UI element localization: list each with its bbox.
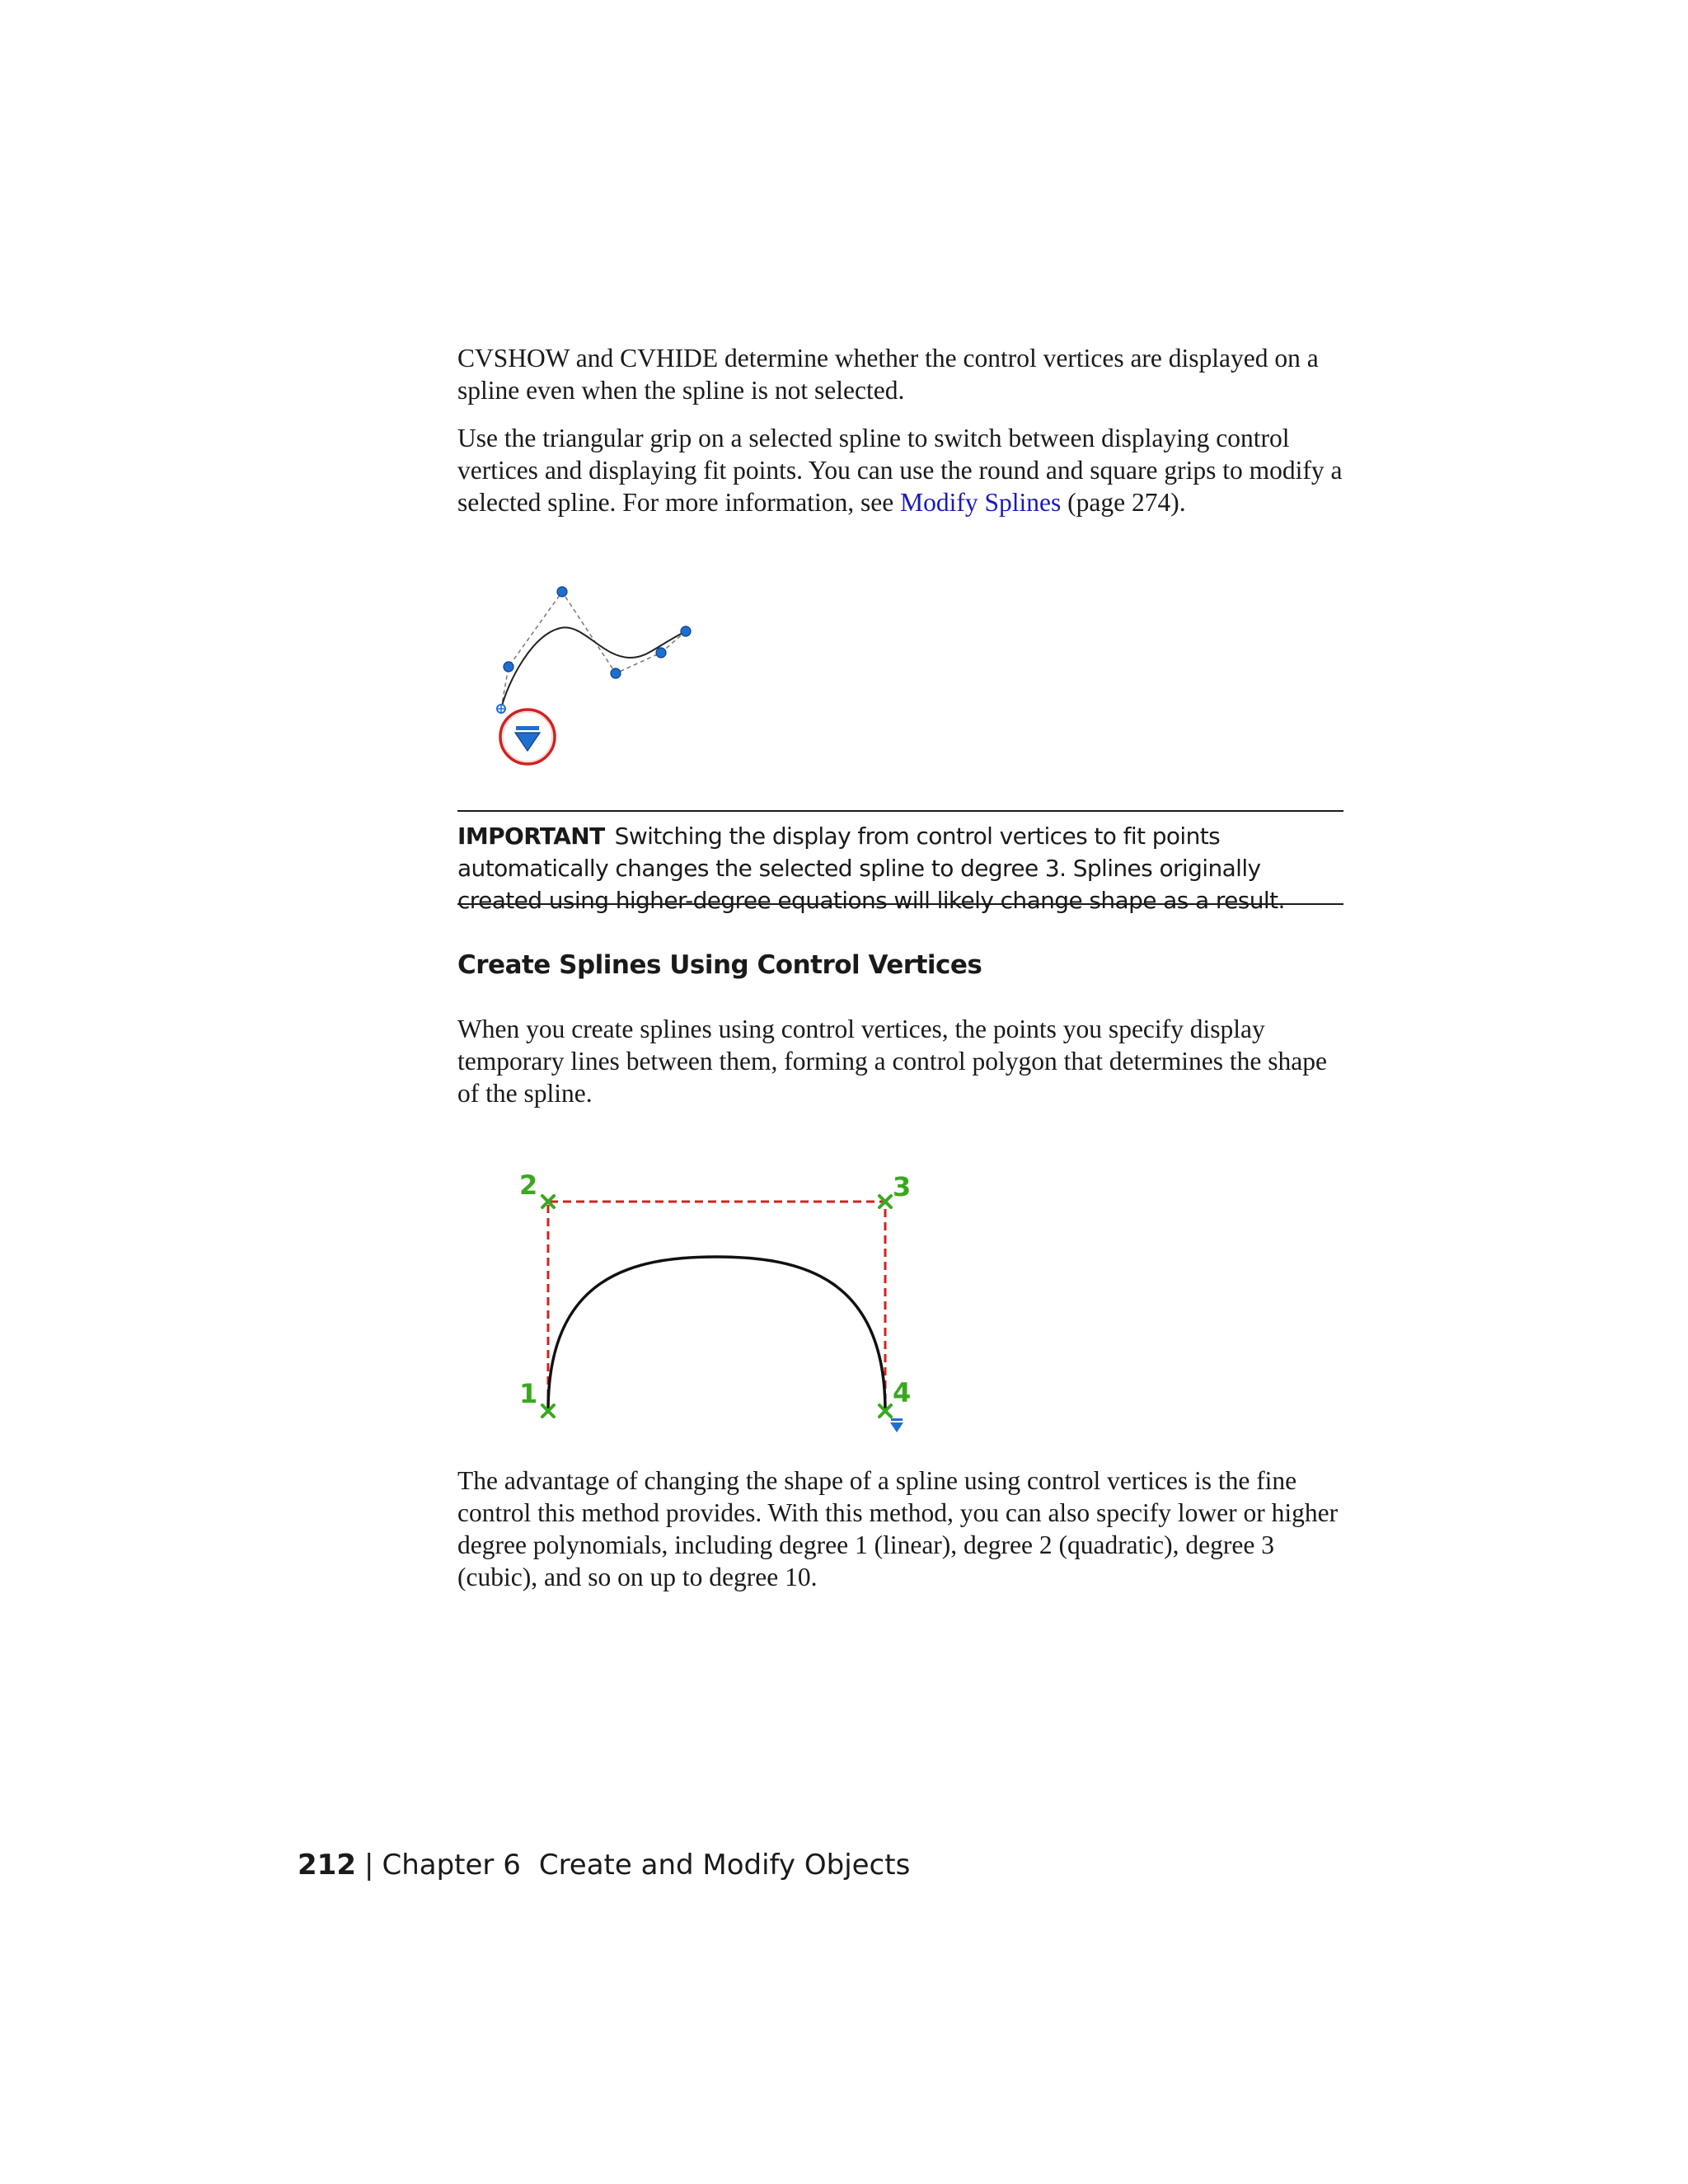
paragraph-advantage: The advantage of changing the shape of a spline using control vertices is the fine control this method provides. With this method, you can also specify lower or higher degree polynomials, including degree 1 (linear), degree 2 (quadratic), degree 3 (cubic), and so on up to degree 10. — [457, 1466, 1339, 1591]
paragraph-grips-page-ref: (page 274). — [1061, 488, 1186, 517]
vertex-label-2: 2 — [519, 1169, 538, 1201]
vertex-label-3: 3 — [893, 1171, 912, 1202]
cv-grip[interactable] — [681, 626, 691, 636]
control-vertex-grips[interactable] — [504, 587, 691, 678]
section-heading: Create Splines Using Control Vertices — [457, 950, 982, 980]
vertex-label-1: 1 — [519, 1378, 538, 1409]
cv-grip[interactable] — [557, 587, 567, 597]
cv-grip[interactable] — [656, 648, 666, 658]
spline-curve — [501, 627, 686, 709]
paragraph-grips — [457, 422, 1343, 518]
advantage-section — [457, 1465, 1343, 1593]
important-label: IMPORTANT — [457, 823, 605, 850]
spline-grips-figure — [486, 577, 701, 775]
vertex-label-4: 4 — [893, 1377, 912, 1408]
paragraph-cvshow: CVSHOW and CVHIDE determine whether the control vertices are displayed on a spline even when the spline is not selected. — [457, 344, 1319, 405]
cv-grip[interactable] — [611, 668, 621, 678]
important-note — [457, 810, 1343, 914]
create-section — [457, 1013, 1343, 1109]
modify-splines-link[interactable]: Modify Splines — [900, 488, 1062, 517]
chapter-label: Chapter 6 — [382, 1849, 521, 1882]
control-polygon — [548, 1202, 885, 1411]
triangular-grip-icon[interactable] — [890, 1418, 903, 1432]
cv-grip[interactable] — [504, 662, 513, 672]
paragraph-create-splines: When you create splines using control vertices, the points you specify display temporary lines between them, forming a control polygon that determines the shape of the spline. — [457, 1015, 1327, 1108]
vertex-markers — [542, 1196, 891, 1417]
chapter-title: Create and Modify Objects — [538, 1849, 911, 1882]
important-text: Switching the display from control vertices to fit points automatically changes the selected spline to degree 3. Splines originally created using higher-degree equations will likely change shape as a result. — [457, 823, 1285, 914]
page-number: 212 — [298, 1849, 356, 1882]
intro-section — [457, 342, 1343, 518]
footer-separator: | — [363, 1849, 374, 1882]
spline-curve — [548, 1257, 885, 1411]
paragraph-grips-text: Use the triangular grip on a selected spline to switch between displaying control vertices and displaying fit points. You can use the round and square grips to modify a selected spline. For more information, see — [457, 424, 1343, 517]
control-vertices-figure — [462, 1141, 923, 1442]
page-footer — [298, 1849, 910, 1882]
